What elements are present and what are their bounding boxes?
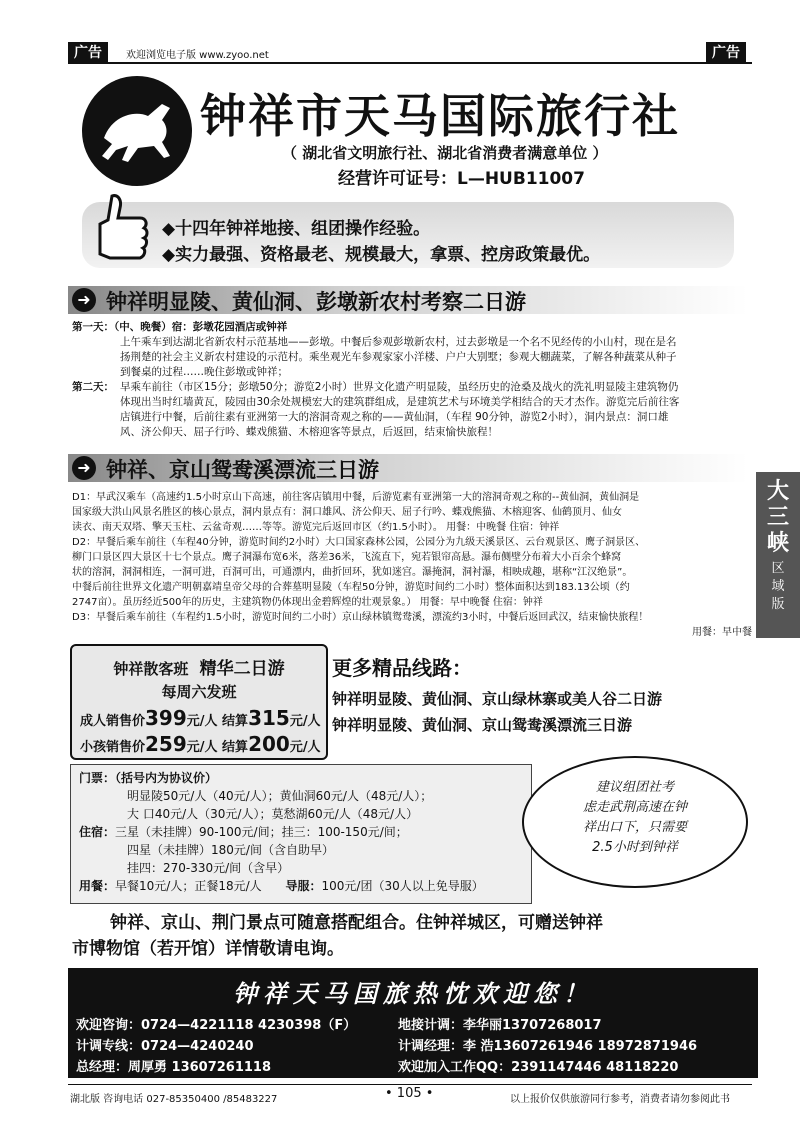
guide-text: 100元/团（30人以上免导服） — [321, 879, 484, 893]
day1-line: 到餐桌的过程……晚住彭墩或钟祥； — [120, 366, 288, 378]
settle-label: 结算 — [222, 714, 249, 729]
page-title: 钟祥市天马国际旅行社 — [200, 89, 680, 143]
promo-line-2: 市博物馆（若开馆）详情敬请电询。 — [72, 939, 344, 959]
route2-line: 柳门口景区四大景区十七个景点。鹰子洞瀑布宽6米，落差36米，飞流直下，宛若银帘高悬。瀑布侧壁分布着大小百余个蜂窝 — [72, 552, 622, 563]
guide-label: 导服： — [285, 879, 322, 893]
cloud-line: 虑走武荆高速在钟 — [582, 800, 687, 815]
horse-logo-icon — [82, 76, 192, 186]
tickets-box — [70, 764, 532, 904]
route2-line: 状的溶洞，洞洞相连，一洞可进，百洞可出，可通漂内，曲折回环，犹如迷宫。瀑掩洞，洞衬瀑，相映成趣，堪称“江汉绝景”。 — [72, 567, 633, 578]
contact-3-left: 总经理：周厚勇 13607261118 — [76, 1060, 272, 1075]
route2-line: 2747亩）。虽历经近500年的历史，主建筑物仍体现出金碧辉煌的壮观景象。） 用餐：早中晚餐 住宿：钟祥 — [72, 597, 543, 608]
route2-meal: 用餐：早中餐 — [692, 627, 752, 638]
day2-line: 体现出当时红墙黄瓦，陵园由30余处规模宏大的建筑群组成，是建筑艺术与环境美学相结合的天才杰作。游览完后前往客 — [120, 396, 680, 408]
price-line1a: 钟祥散客班 — [113, 660, 189, 678]
ad-tag-right: 广告 — [706, 42, 746, 64]
day2-label: 第二天： — [72, 381, 114, 393]
price-line1b: 精华二日游 — [199, 659, 285, 679]
more-route-2: 钟祥明显陵、黄仙洞、京山鸳鸯溪漂流三日游 — [332, 716, 633, 734]
more-route-1: 钟祥明显陵、黄仙洞、京山绿林寨或美人谷二日游 — [332, 690, 663, 708]
adult-price: 399 — [145, 706, 187, 730]
price-line2: 每周六发班 — [161, 683, 237, 701]
day1-head: （中、晚餐）宿：彭墩花园酒店或钟祥 — [114, 321, 288, 333]
contact-1-right: 地接计调：李华丽13707268017 — [398, 1018, 602, 1033]
contact-footer — [68, 968, 758, 1078]
adult-label: 成人销售价 — [80, 714, 146, 729]
arrow-right-icon: ➜ — [72, 288, 96, 312]
side-tab-sub: 域 — [771, 579, 785, 594]
child-label: 小孩销售价 — [80, 740, 146, 755]
highlight-2: ◆实力最强、资格最老、规模最大，拿票、控房政策最优。 — [162, 245, 601, 265]
side-tab-char: 大 — [766, 478, 789, 504]
route2-line: D2：早餐后乘车前往（车程40分钟，游览时间约2小时）大口国家森林公园，公园分为九级天溪景区、云台观景区、鹰子洞景区、 — [72, 537, 646, 548]
day2-line: 店镇进行中餐，后前往素有亚洲第一大的溶洞奇观之称的——黄仙洞，（车程 90分钟，游览2小时），洞内景点：洞口雄 — [120, 411, 669, 423]
highlight-1: ◆十四年钟祥地接、组团操作经验。 — [162, 219, 431, 239]
side-tab-char: 三 — [766, 504, 789, 530]
day2-line: 风、济公仰天、屈子行吟、蝶戏熊猫、木榕迎客等景点，后返回，结束愉快旅程！ — [120, 426, 498, 438]
child-settle-unit: 元/人 — [289, 740, 321, 755]
contact-2-right: 计调经理：李 浩13607261946 18972871946 — [398, 1039, 698, 1054]
day2-line: 早乘车前往（市区15分；彭墩50分；游览2小时）世界文化遗产明显陵，虽经历史的沧桑及战火的洗礼明显陵主建筑物仍 — [120, 381, 679, 393]
route2-title: 钟祥、京山鸳鸯溪漂流三日游 — [106, 458, 379, 482]
day1-label: 第一天： — [72, 321, 114, 333]
adult-unit: 元/人 — [186, 714, 218, 729]
route2-line: D3：早餐后乘车前往（车程约1.5小时，游览时间约二小时）京山绿林镇鸳鸯溪，漂流约3小时，中餐后返回武汉，结束愉快旅程！ — [72, 612, 649, 623]
footer-disclaimer: 以上报价仅供旅游同行参考，消费者请勿参阅此书 — [510, 1094, 730, 1105]
promo-line-1: 钟祥、京山、荆门景点可随意搭配组合。住钟祥城区，可赠送钟祥 — [110, 913, 603, 933]
contact-1-left: 欢迎咨询：0724—4221118 4230398（F） — [76, 1018, 357, 1033]
child-unit: 元/人 — [186, 740, 218, 755]
contact-3-right: 欢迎加入工作QQ：2391147446 48118220 — [398, 1060, 679, 1075]
route2-line: 国家级大洪山风景名胜区的核心景点，洞内景点有：洞口雄风、济公仰天、屈子行吟、蝶戏熊猫、木榕迎客、仙鹤顶月、仙女 — [72, 507, 622, 518]
route1-day1 — [72, 320, 752, 440]
price-box — [70, 644, 328, 760]
license-number: 经营许可证号：L—HUB11007 — [338, 169, 585, 189]
footer-slogan: 钟祥天马国旅热忱欢迎您！ — [233, 980, 593, 1008]
contact-2-left: 计调专线：0724—4240240 — [76, 1039, 254, 1054]
stay-row: 四星（未挂牌）180元/间（含自助早） — [127, 843, 334, 857]
cloud-line: 祥出口下，只需要 — [582, 820, 687, 835]
route2-line: D1：早武汉乘车（高速约1.5小时京山下高速，前往客店镇用中餐，后游览素有亚洲第一大的溶洞奇观之称的--黄仙洞，黄仙洞是 — [72, 492, 640, 503]
ticket-row: 明显陵50元/人（40元/人）；黄仙洞60元/人（48元/人）； — [127, 789, 433, 803]
cloud-line: 建议组团社考 — [595, 780, 674, 795]
ad-tag-left: 广告 — [68, 42, 108, 64]
adult-settle: 315 — [248, 706, 290, 730]
thumbs-up-icon — [92, 192, 150, 268]
top-rule — [68, 62, 752, 64]
child-settle: 200 — [248, 732, 290, 756]
route1-title: 钟祥明显陵、黄仙洞、彭墩新农村考察二日游 — [106, 290, 526, 314]
ticket-row: 大 口40元/人（30元/人）；莫愁湖60元/人（48元/人） — [127, 807, 419, 821]
child-price: 259 — [145, 732, 187, 756]
meal-text: 早餐10元/人；正餐18元/人 — [115, 879, 262, 893]
route2-body — [72, 490, 752, 640]
side-tab-char: 峡 — [766, 530, 789, 556]
day1-line: 扬荆楚的社会主义新农村建设的示范村。乘坐观光车参观家家小洋楼、户户大别墅；参观大棚蔬菜，了解各种蔬菜从种子 — [120, 351, 677, 363]
tickets-note: （括号内为协议价） — [115, 771, 218, 785]
side-tab-sub: 区 — [771, 561, 785, 576]
tickets-label: 门票： — [79, 771, 116, 785]
cloud-line: 2.5小时到钟祥 — [592, 840, 678, 855]
more-routes-title: 更多精品线路： — [332, 656, 472, 680]
side-tab-sub: 版 — [771, 597, 785, 612]
cloud-note — [522, 756, 748, 888]
arrow-right-icon: ➜ — [72, 456, 96, 480]
stay-row: 挂四：270-330元/间（含早） — [127, 861, 290, 875]
route2-line: 中餐后前往世界文化遗产明朝嘉靖皇帝父母的合葬墓明显陵（车程50分钟，游览时间约二小时）整体面积达到183.13公顷（约 — [72, 582, 630, 593]
page-number: • 105 • — [385, 1086, 434, 1101]
route2-line: 读衣、南天双塔、擎天玉柱、云盆奇观……等等。游览完后返回市区（约1.5小时）。 用餐：中晚餐 住宿：钟祥 — [72, 522, 560, 533]
footer-phone: 湖北版 咨询电话 027-85350400 /85483227 — [70, 1094, 278, 1105]
site-url: 欢迎浏览电子版 www.zyoo.net — [126, 50, 269, 61]
stay-row: 三星（未挂牌）90-100元/间；挂三：100-150元/间； — [115, 825, 408, 839]
region-side-tab — [756, 472, 800, 638]
bottom-rule — [68, 1084, 752, 1085]
day1-line: 上午乘车到达湖北省新农村示范基地——彭墩。中餐后参观彭墩新农村，过去彭墩是一个名不见经传的小山村，现在是名 — [120, 336, 677, 348]
adult-settle-unit: 元/人 — [289, 714, 321, 729]
meal-label: 用餐： — [79, 879, 116, 893]
child-settle-label: 结算 — [222, 740, 249, 755]
stay-label: 住宿： — [79, 825, 116, 839]
honor-subtitle: （ 湖北省文明旅行社、湖北省消费者满意单位 ） — [282, 144, 608, 162]
